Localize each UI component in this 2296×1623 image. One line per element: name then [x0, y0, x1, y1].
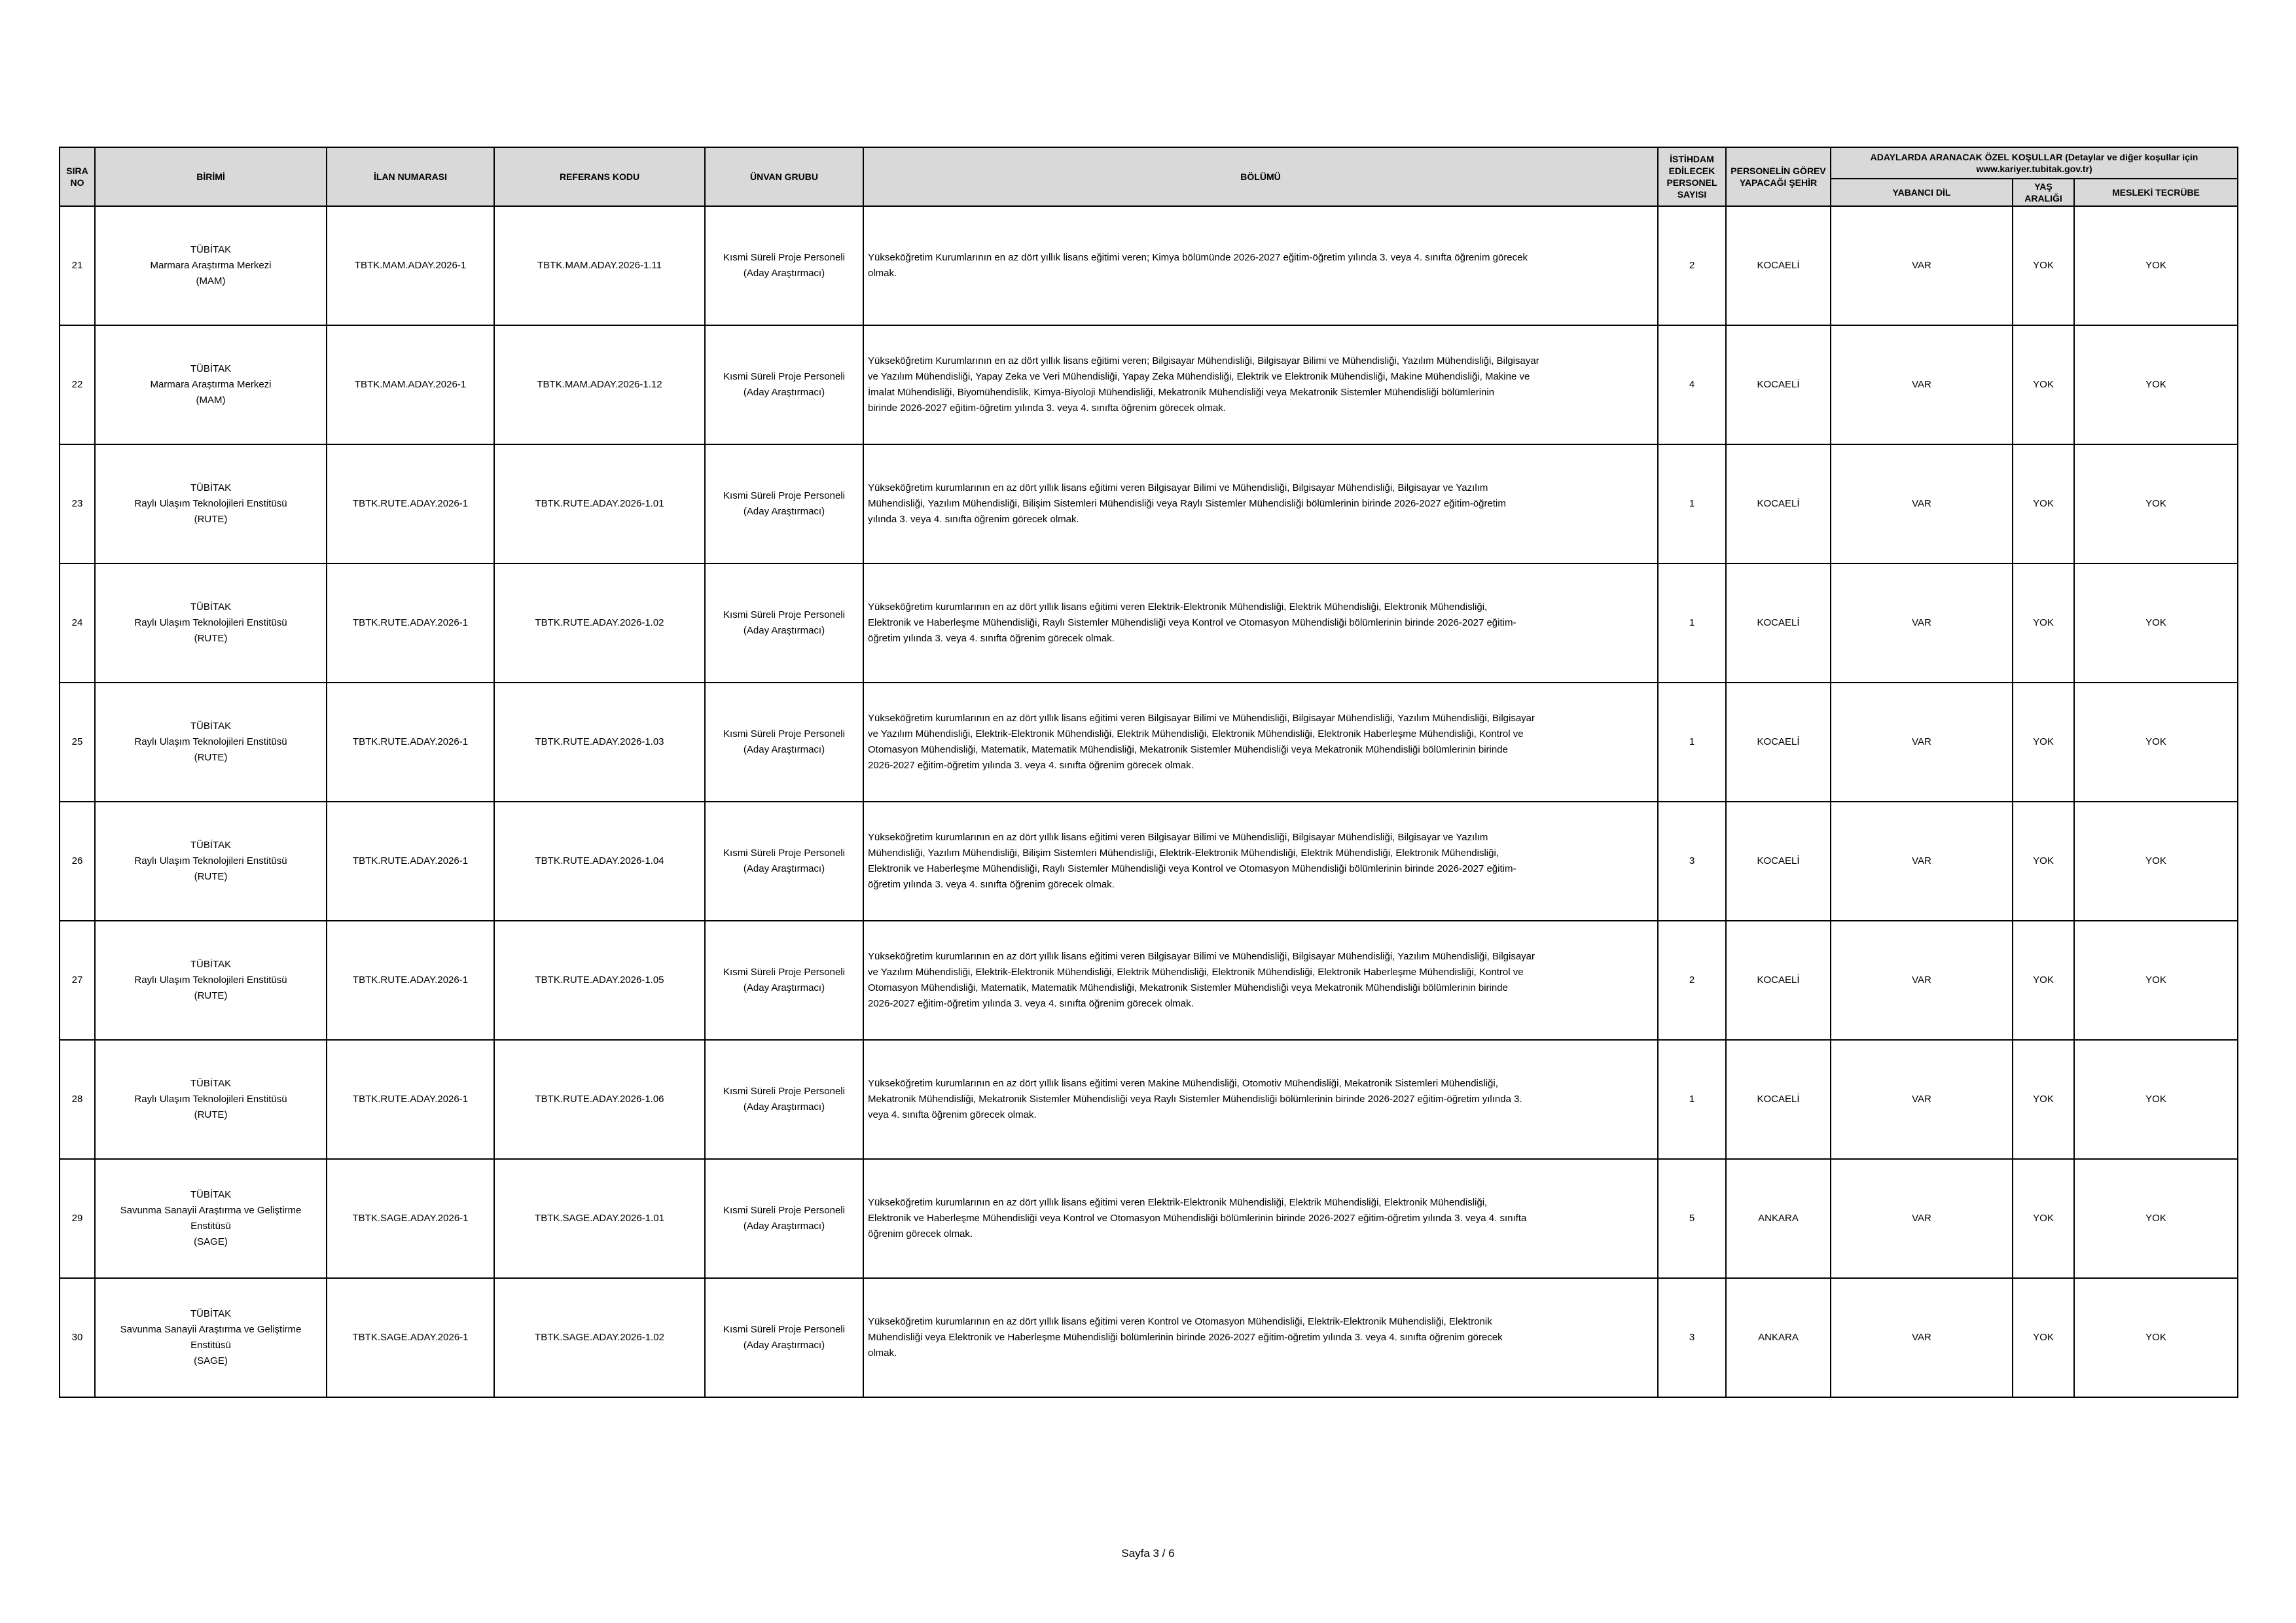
- city-cell: ANKARA: [1726, 1159, 1831, 1278]
- age-range-cell: YOK: [2013, 325, 2074, 444]
- ilan-number-cell: TBTK.SAGE.ADAY.2026-1: [327, 1159, 494, 1278]
- title-group-cell: [705, 1159, 863, 1278]
- department-cell: [863, 921, 1658, 1040]
- row-number: 23: [60, 444, 95, 563]
- title-group-cell-line: Kısmi Süreli Proje Personeli: [723, 847, 845, 859]
- title-group-cell: [705, 1040, 863, 1159]
- reference-code-cell: TBTK.RUTE.ADAY.2026-1.05: [494, 921, 705, 1040]
- title-group-cell-line: Kısmi Süreli Proje Personeli: [723, 1086, 845, 1097]
- staff-count-cell: 1: [1658, 444, 1726, 563]
- unit-cell-line: (SAGE): [194, 1236, 228, 1247]
- title-group-cell-line: Kısmi Süreli Proje Personeli: [723, 967, 845, 978]
- unit-cell-line: Raylı Ulaşım Teknolojileri Enstitüsü: [134, 498, 287, 509]
- title-group-cell-line: (Aday Araştırmacı): [743, 1221, 825, 1232]
- unit-cell-line: Enstitüsü: [190, 1340, 231, 1351]
- ilan-number-cell: TBTK.RUTE.ADAY.2026-1: [327, 1040, 494, 1159]
- header-referans-kodu: REFERANS KODU: [494, 147, 705, 206]
- experience-cell: YOK: [2074, 802, 2238, 921]
- header-bolumu: BÖLÜMÜ: [863, 147, 1658, 206]
- header-unvan-grubu: ÜNVAN GRUBU: [705, 147, 863, 206]
- table-row: [60, 444, 2238, 563]
- city-cell: KOCAELİ: [1726, 563, 1831, 683]
- unit-cell-line: TÜBİTAK: [190, 363, 232, 374]
- unit-cell-line: TÜBİTAK: [190, 601, 232, 613]
- department-cell-line: 2026-2027 eğitim-öğretim yılında 3. veya 4. sınıfta öğrenim görecek olmak.: [868, 760, 1194, 771]
- unit-cell-line: TÜBİTAK: [190, 1189, 232, 1200]
- staff-count-cell: 1: [1658, 563, 1726, 683]
- unit-cell: [95, 325, 327, 444]
- city-cell: ANKARA: [1726, 1278, 1831, 1397]
- ilan-number-cell: TBTK.SAGE.ADAY.2026-1: [327, 1278, 494, 1397]
- reference-code-cell: TBTK.SAGE.ADAY.2026-1.02: [494, 1278, 705, 1397]
- department-cell-line: Elektronik ve Haberleşme Mühendisliği, Raylı Sistemler Mühendisliği veya Kontrol ve Otomasyon Mühendisliği bölümlerinin birinde 2026-2027 eğitim-: [868, 863, 1516, 874]
- table-row: [60, 206, 2238, 325]
- title-group-cell-line: (Aday Araştırmacı): [743, 506, 825, 517]
- staff-count-cell: 3: [1658, 802, 1726, 921]
- row-number: 26: [60, 802, 95, 921]
- department-cell-line: Yükseköğretim kurumlarının en az dört yıllık lisans eğitimi veren Kontrol ve Otomasyon Mühendisliği, Elektrik-Elektronik Mühendisliği, Elektronik: [868, 1316, 1492, 1327]
- unit-cell-line: (RUTE): [194, 1109, 228, 1120]
- department-cell: [863, 802, 1658, 921]
- reference-code-cell: TBTK.MAM.ADAY.2026-1.12: [494, 325, 705, 444]
- unit-cell-line: TÜBİTAK: [190, 959, 232, 970]
- title-group-cell: [705, 802, 863, 921]
- unit-cell-line: TÜBİTAK: [190, 244, 232, 255]
- department-cell: [863, 683, 1658, 802]
- title-group-cell-line: Kısmi Süreli Proje Personeli: [723, 1205, 845, 1216]
- department-cell-line: ve Yazılım Mühendisliği, Elektrik-Elektronik Mühendisliği, Elektrik Mühendisliği, Elektronik Mühendisliği, Elektronik Haberleşme Mühendisliği, Kontrol ve: [868, 728, 1524, 740]
- reference-code-cell: TBTK.RUTE.ADAY.2026-1.02: [494, 563, 705, 683]
- header-mesleki-tecrube: MESLEKİ TECRÜBE: [2074, 179, 2238, 206]
- foreign-language-cell: VAR: [1831, 921, 2013, 1040]
- department-cell-line: öğretim yılında 3. veya 4. sınıfta öğrenim görecek olmak.: [868, 633, 1115, 644]
- ilan-number-cell: TBTK.MAM.ADAY.2026-1: [327, 325, 494, 444]
- city-cell: KOCAELİ: [1726, 206, 1831, 325]
- unit-cell-line: (RUTE): [194, 871, 228, 882]
- city-cell: KOCAELİ: [1726, 683, 1831, 802]
- unit-cell-line: (RUTE): [194, 633, 228, 644]
- experience-cell: YOK: [2074, 1278, 2238, 1397]
- experience-cell: YOK: [2074, 1040, 2238, 1159]
- city-cell: KOCAELİ: [1726, 1040, 1831, 1159]
- unit-cell: [95, 683, 327, 802]
- department-cell-line: birinde 2026-2027 eğitim-öğretim yılında 3. veya 4. sınıfta öğrenim görecek olmak.: [868, 402, 1226, 414]
- ilan-number-cell: TBTK.RUTE.ADAY.2026-1: [327, 563, 494, 683]
- unit-cell-line: TÜBİTAK: [190, 482, 232, 493]
- foreign-language-cell: VAR: [1831, 1040, 2013, 1159]
- title-group-cell: [705, 325, 863, 444]
- department-cell-line: Mühendisliği veya Elektronik ve Haberleşme Mühendisliği bölümlerinin birinde 2026-2027 eğitim-öğretim yılında 3. veya 4. sınıfta öğrenim görecek: [868, 1332, 1503, 1343]
- staff-count-cell: 1: [1658, 1040, 1726, 1159]
- department-cell-line: veya 4. sınıfta öğrenim görecek olmak.: [868, 1109, 1037, 1120]
- title-group-cell-line: (Aday Araştırmacı): [743, 744, 825, 755]
- city-cell: KOCAELİ: [1726, 325, 1831, 444]
- age-range-cell: YOK: [2013, 206, 2074, 325]
- department-cell-line: Mühendisliği, Yazılım Mühendisliği, Bilişim Sistemleri Mühendisliği, Elektrik-Elektronik Mühendisliği, Elektrik Mühendisliği, Elektronik Mühendisliği,: [868, 847, 1499, 859]
- department-cell-line: 2026-2027 eğitim-öğretim yılında 3. veya 4. sınıfta öğrenim görecek olmak.: [868, 998, 1194, 1009]
- experience-cell: YOK: [2074, 1159, 2238, 1278]
- table-row: [60, 563, 2238, 683]
- experience-cell: YOK: [2074, 921, 2238, 1040]
- row-number: 22: [60, 325, 95, 444]
- reference-code-cell: TBTK.RUTE.ADAY.2026-1.04: [494, 802, 705, 921]
- title-group-cell-line: (Aday Araştırmacı): [743, 387, 825, 398]
- experience-cell: YOK: [2074, 683, 2238, 802]
- unit-cell-line: Raylı Ulaşım Teknolojileri Enstitüsü: [134, 1094, 287, 1105]
- header-sira-no: SIRA NO: [60, 147, 95, 206]
- unit-cell: [95, 802, 327, 921]
- table-row: [60, 1159, 2238, 1278]
- department-cell: [863, 444, 1658, 563]
- job-listing-table: [59, 147, 2238, 1398]
- header-ozel-kosullar: ADAYLARDA ARANACAK ÖZEL KOŞULLAR (Detaylar ve diğer koşullar için www.kariyer.tubitak.gov.tr): [1831, 147, 2238, 179]
- department-cell-line: Yükseköğretim kurumlarının en az dört yıllık lisans eğitimi veren Elektrik-Elektronik Mühendisliği, Elektrik Mühendisliği, Elektronik Mühendisliği,: [868, 601, 1488, 613]
- unit-cell-line: Marmara Araştırma Merkezi: [150, 260, 272, 271]
- staff-count-cell: 5: [1658, 1159, 1726, 1278]
- age-range-cell: YOK: [2013, 1040, 2074, 1159]
- department-cell-line: Yükseköğretim kurumlarının en az dört yıllık lisans eğitimi veren Bilgisayar Bilimi ve Mühendisliği, Bilgisayar Mühendisliği, Bilgisayar ve Yazılım: [868, 482, 1488, 493]
- title-group-cell: [705, 444, 863, 563]
- department-cell-line: ve Yazılım Mühendisliği, Yapay Zeka ve Veri Mühendisliği, Yapay Zeka Mühendisliği, Elektrik ve Elektronik Mühendisliği, Makine Mühendisliği, Makine ve: [868, 371, 1530, 382]
- unit-cell-line: (MAM): [196, 395, 226, 406]
- row-number: 29: [60, 1159, 95, 1278]
- department-cell-line: Yükseköğretim kurumlarının en az dört yıllık lisans eğitimi veren Bilgisayar Bilimi ve Mühendisliği, Bilgisayar Mühendisliği, Yazılım Mühendisliği, Bilgisayar: [868, 951, 1535, 962]
- city-cell: KOCAELİ: [1726, 444, 1831, 563]
- department-cell-line: Otomasyon Mühendisliği, Matematik, Matematik Mühendisliği, Mekatronik Sistemler Mühendisliği veya Mekatronik Mühendisliği bölümlerinin birinde: [868, 982, 1508, 993]
- department-cell-line: olmak.: [868, 268, 897, 279]
- unit-cell-line: Enstitüsü: [190, 1221, 231, 1232]
- header-gorev-sehir: PERSONELİN GÖREV YAPACAĞI ŞEHİR: [1726, 147, 1831, 206]
- header-ilan-numarasi: İLAN NUMARASI: [327, 147, 494, 206]
- department-cell-line: İmalat Mühendisliği, Biyomühendislik, Kimya-Biyoloji Mühendisliği, Mekatronik Mühendisliği veya Mekatronik Sistemler Mühendisliği bölümlerinin: [868, 387, 1495, 398]
- title-group-cell-line: Kısmi Süreli Proje Personeli: [723, 371, 845, 382]
- table-row: [60, 802, 2238, 921]
- reference-code-cell: TBTK.RUTE.ADAY.2026-1.06: [494, 1040, 705, 1159]
- experience-cell: YOK: [2074, 563, 2238, 683]
- department-cell: [863, 563, 1658, 683]
- title-group-cell-line: Kısmi Süreli Proje Personeli: [723, 1324, 845, 1335]
- unit-cell: [95, 1040, 327, 1159]
- department-cell-line: Mühendisliği, Yazılım Mühendisliği, Bilişim Sistemleri Mühendisliği veya Raylı Sistemler Mühendisliği bölümlerinin birinde 2026-2027 eğitim-öğretim: [868, 498, 1506, 509]
- age-range-cell: YOK: [2013, 1159, 2074, 1278]
- age-range-cell: YOK: [2013, 683, 2074, 802]
- unit-cell-line: TÜBİTAK: [190, 1078, 232, 1089]
- unit-cell-line: Raylı Ulaşım Teknolojileri Enstitüsü: [134, 617, 287, 628]
- unit-cell: [95, 444, 327, 563]
- unit-cell-line: (SAGE): [194, 1355, 228, 1366]
- foreign-language-cell: VAR: [1831, 563, 2013, 683]
- row-number: 30: [60, 1278, 95, 1397]
- row-number: 24: [60, 563, 95, 683]
- row-number: 28: [60, 1040, 95, 1159]
- title-group-cell-line: (Aday Araştırmacı): [743, 1340, 825, 1351]
- title-group-cell-line: Kısmi Süreli Proje Personeli: [723, 609, 845, 620]
- title-group-cell: [705, 563, 863, 683]
- department-cell: [863, 1159, 1658, 1278]
- staff-count-cell: 4: [1658, 325, 1726, 444]
- department-cell-line: Yükseköğretim Kurumlarının en az dört yıllık lisans eğitimi veren; Kimya bölümünde 2026-2027 eğitim-öğretim yılında 3. veya 4. sınıfta öğrenim görecek: [868, 252, 1528, 263]
- age-range-cell: YOK: [2013, 1278, 2074, 1397]
- title-group-cell: [705, 683, 863, 802]
- department-cell-line: öğrenim görecek olmak.: [868, 1228, 973, 1240]
- department-cell: [863, 206, 1658, 325]
- department-cell-line: ve Yazılım Mühendisliği, Elektrik-Elektronik Mühendisliği, Elektrik Mühendisliği, Elektronik Mühendisliği, Elektronik Haberleşme Mühendisliği, Kontrol ve: [868, 967, 1524, 978]
- unit-cell: [95, 921, 327, 1040]
- table-row: [60, 921, 2238, 1040]
- foreign-language-cell: VAR: [1831, 206, 2013, 325]
- ilan-number-cell: TBTK.RUTE.ADAY.2026-1: [327, 802, 494, 921]
- foreign-language-cell: VAR: [1831, 683, 2013, 802]
- department-cell-line: Yükseköğretim Kurumlarının en az dört yıllık lisans eğitimi veren; Bilgisayar Mühendisliği, Bilgisayar Bilimi ve Mühendisliği, Yazılım Mühendisliği, Bilgisayar: [868, 355, 1539, 366]
- foreign-language-cell: VAR: [1831, 325, 2013, 444]
- department-cell-line: olmak.: [868, 1347, 897, 1359]
- experience-cell: YOK: [2074, 325, 2238, 444]
- header-yabanci-dil: YABANCI DİL: [1831, 179, 2013, 206]
- title-group-cell-line: (Aday Araştırmacı): [743, 1101, 825, 1113]
- row-number: 25: [60, 683, 95, 802]
- ilan-number-cell: TBTK.RUTE.ADAY.2026-1: [327, 921, 494, 1040]
- ilan-number-cell: TBTK.MAM.ADAY.2026-1: [327, 206, 494, 325]
- staff-count-cell: 3: [1658, 1278, 1726, 1397]
- table-row: [60, 1278, 2238, 1397]
- unit-cell-line: (RUTE): [194, 514, 228, 525]
- unit-cell-line: (RUTE): [194, 752, 228, 763]
- reference-code-cell: TBTK.SAGE.ADAY.2026-1.01: [494, 1159, 705, 1278]
- department-cell-line: Mekatronik Mühendisliği, Mekatronik Sistemler Mühendisliği veya Raylı Sistemler Mühendisliği bölümlerinin birinde 2026-2027 eğitim-öğretim yılında 3.: [868, 1094, 1522, 1105]
- title-group-cell-line: (Aday Araştırmacı): [743, 863, 825, 874]
- title-group-cell-line: Kısmi Süreli Proje Personeli: [723, 728, 845, 740]
- header-birimi: BİRİMİ: [95, 147, 327, 206]
- department-cell-line: Yükseköğretim kurumlarının en az dört yıllık lisans eğitimi veren Elektrik-Elektronik Mühendisliği, Elektrik Mühendisliği, Elektronik Mühendisliği,: [868, 1197, 1488, 1208]
- unit-cell: [95, 206, 327, 325]
- foreign-language-cell: VAR: [1831, 802, 2013, 921]
- reference-code-cell: TBTK.MAM.ADAY.2026-1.11: [494, 206, 705, 325]
- unit-cell: [95, 1278, 327, 1397]
- experience-cell: YOK: [2074, 444, 2238, 563]
- department-cell-line: Yükseköğretim kurumlarının en az dört yıllık lisans eğitimi veren Makine Mühendisliği, Otomotiv Mühendisliği, Mekatronik Sistemleri Mühendisliği,: [868, 1078, 1498, 1089]
- reference-code-cell: TBTK.RUTE.ADAY.2026-1.03: [494, 683, 705, 802]
- experience-cell: YOK: [2074, 206, 2238, 325]
- foreign-language-cell: VAR: [1831, 1278, 2013, 1397]
- department-cell-line: Yükseköğretim kurumlarının en az dört yıllık lisans eğitimi veren Bilgisayar Bilimi ve Mühendisliği, Bilgisayar Mühendisliği, Bilgisayar ve Yazılım: [868, 832, 1488, 843]
- title-group-cell-line: (Aday Araştırmacı): [743, 625, 825, 636]
- unit-cell: [95, 563, 327, 683]
- title-group-cell-line: (Aday Araştırmacı): [743, 982, 825, 993]
- unit-cell-line: Raylı Ulaşım Teknolojileri Enstitüsü: [134, 855, 287, 866]
- age-range-cell: YOK: [2013, 921, 2074, 1040]
- unit-cell-line: (MAM): [196, 276, 226, 287]
- unit-cell: [95, 1159, 327, 1278]
- department-cell: [863, 325, 1658, 444]
- staff-count-cell: 1: [1658, 683, 1726, 802]
- department-cell-line: Elektronik ve Haberleşme Mühendisliği, Raylı Sistemler Mühendisliği veya Kontrol ve Otomasyon Mühendisliği bölümlerinin birinde 2026-2027 eğitim-: [868, 617, 1516, 628]
- unit-cell-line: Savunma Sanayii Araştırma ve Geliştirme: [120, 1324, 302, 1335]
- unit-cell-line: TÜBİTAK: [190, 721, 232, 732]
- title-group-cell-line: Kısmi Süreli Proje Personeli: [723, 490, 845, 501]
- department-cell-line: öğretim yılında 3. veya 4. sınıfta öğrenim görecek olmak.: [868, 879, 1115, 890]
- unit-cell-line: TÜBİTAK: [190, 1308, 232, 1319]
- title-group-cell-line: (Aday Araştırmacı): [743, 268, 825, 279]
- title-group-cell: [705, 206, 863, 325]
- table-body: [60, 206, 2238, 1397]
- row-number: 27: [60, 921, 95, 1040]
- department-cell-line: Otomasyon Mühendisliği, Matematik, Matematik Mühendisliği, Mekatronik Sistemler Mühendisliği veya Mekatronik Mühendisliği bölümlerinin birinde: [868, 744, 1508, 755]
- row-number: 21: [60, 206, 95, 325]
- foreign-language-cell: VAR: [1831, 1159, 2013, 1278]
- unit-cell-line: Raylı Ulaşım Teknolojileri Enstitüsü: [134, 736, 287, 747]
- ilan-number-cell: TBTK.RUTE.ADAY.2026-1: [327, 444, 494, 563]
- ilan-number-cell: TBTK.RUTE.ADAY.2026-1: [327, 683, 494, 802]
- table-row: [60, 1040, 2238, 1159]
- header-yas-araligi: YAŞ ARALIĞI: [2013, 179, 2074, 206]
- age-range-cell: YOK: [2013, 444, 2074, 563]
- department-cell-line: Elektronik ve Haberleşme Mühendisliği veya Kontrol ve Otomasyon Mühendisliği bölümlerinin birinde 2026-2027 eğitim-öğretim yılında 3. veya 4. sınıfta: [868, 1213, 1527, 1224]
- department-cell-line: yılında 3. veya 4. sınıfta öğrenim görecek olmak.: [868, 514, 1079, 525]
- city-cell: KOCAELİ: [1726, 921, 1831, 1040]
- department-cell: [863, 1040, 1658, 1159]
- city-cell: KOCAELİ: [1726, 802, 1831, 921]
- age-range-cell: YOK: [2013, 802, 2074, 921]
- unit-cell-line: TÜBİTAK: [190, 840, 232, 851]
- unit-cell-line: Raylı Ulaşım Teknolojileri Enstitüsü: [134, 974, 287, 986]
- header-istihdam-sayisi: İSTİHDAM EDİLECEK PERSONEL SAYISI: [1658, 147, 1726, 206]
- table-row: [60, 325, 2238, 444]
- table-row: [60, 683, 2238, 802]
- unit-cell-line: Marmara Araştırma Merkezi: [150, 379, 272, 390]
- title-group-cell: [705, 1278, 863, 1397]
- age-range-cell: YOK: [2013, 563, 2074, 683]
- staff-count-cell: 2: [1658, 921, 1726, 1040]
- title-group-cell: [705, 921, 863, 1040]
- unit-cell-line: (RUTE): [194, 990, 228, 1001]
- job-listing-table-container: [59, 147, 2237, 1398]
- department-cell: [863, 1278, 1658, 1397]
- foreign-language-cell: VAR: [1831, 444, 2013, 563]
- department-cell-line: Yükseköğretim kurumlarının en az dört yıllık lisans eğitimi veren Bilgisayar Bilimi ve Mühendisliği, Bilgisayar Mühendisliği, Yazılım Mühendisliği, Bilgisayar: [868, 713, 1535, 724]
- reference-code-cell: TBTK.RUTE.ADAY.2026-1.01: [494, 444, 705, 563]
- title-group-cell-line: Kısmi Süreli Proje Personeli: [723, 252, 845, 263]
- page-number: Sayfa 3 / 6: [1121, 1547, 1175, 1560]
- unit-cell-line: Savunma Sanayii Araştırma ve Geliştirme: [120, 1205, 302, 1216]
- staff-count-cell: 2: [1658, 206, 1726, 325]
